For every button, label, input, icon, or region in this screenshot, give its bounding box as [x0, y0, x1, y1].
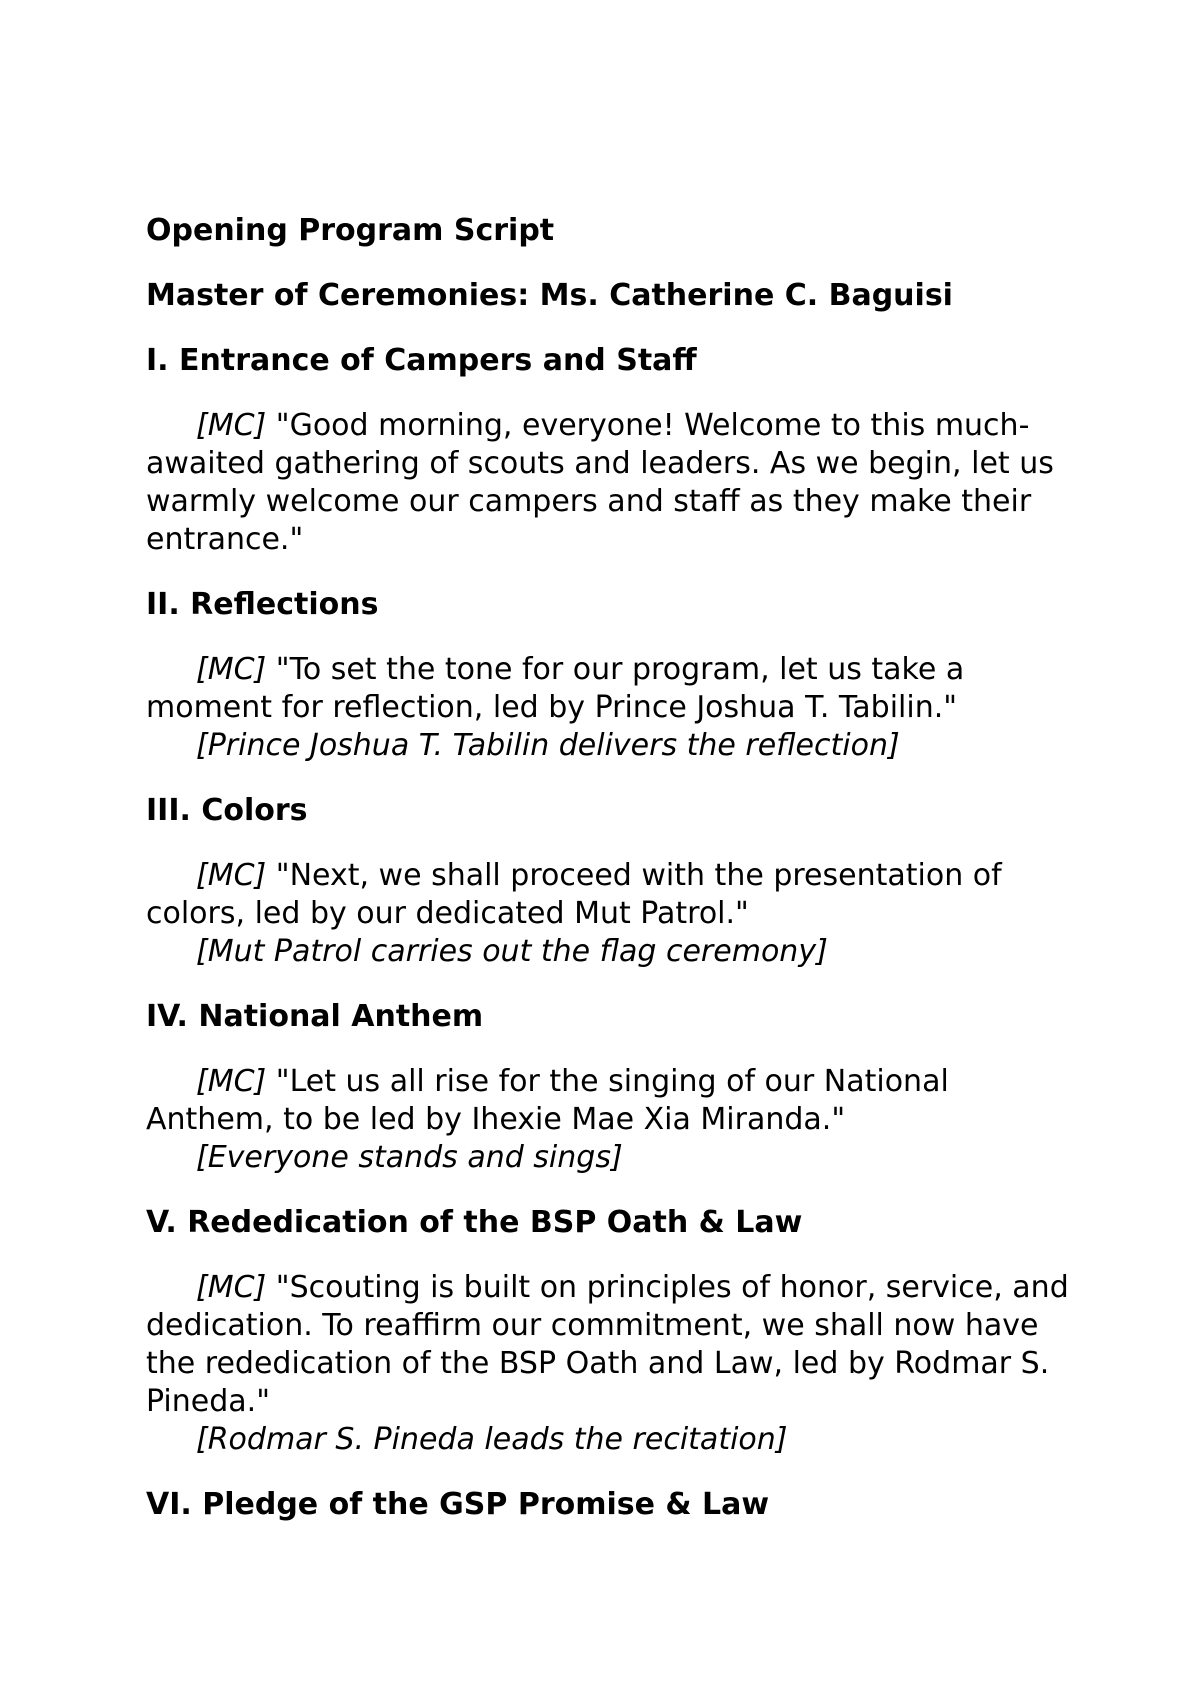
- master-of-ceremonies: Master of Ceremonies: Ms. Catherine C. Baguisi: [146, 278, 953, 313]
- mc-line: [146, 407, 1076, 559]
- mc-tag: [MC]: [196, 408, 267, 443]
- mc-line: [146, 1269, 1076, 1421]
- section-body-reflections: [146, 651, 1076, 765]
- document-title: Opening Program Script: [146, 213, 555, 248]
- section-heading-reflections: II. Reflections: [146, 587, 379, 622]
- mc-speech: "To set the tone for our program, let us take a moment for reflection, led by Prince Joshua T. Tabilin.": [146, 652, 965, 725]
- section-heading-entrance: I. Entrance of Campers and Staff: [146, 343, 697, 378]
- mc-tag: [MC]: [196, 858, 267, 893]
- mc-speech: "Good morning, everyone! Welcome to this much-awaited gathering of scouts and leaders. As we begin, let us warmly welcome our campers and staff as they make their entrance.": [146, 408, 1054, 557]
- stage-direction: [Mut Patrol carries out the flag ceremony]: [196, 934, 828, 969]
- stage-direction: [Everyone stands and sings]: [196, 1140, 623, 1175]
- section-heading-colors: III. Colors: [146, 793, 308, 828]
- stage-direction: [Rodmar S. Pineda leads the recitation]: [196, 1422, 788, 1457]
- section-body-national-anthem: [146, 1063, 1076, 1177]
- document-page: [146, 212, 1076, 1551]
- mc-tag: [MC]: [196, 1270, 267, 1305]
- stage-direction: [Prince Joshua T. Tabilin delivers the reflection]: [196, 728, 900, 763]
- section-body-entrance: [146, 407, 1076, 559]
- mc-line: [146, 651, 1076, 727]
- mc-tag: [MC]: [196, 652, 267, 687]
- section-heading-bsp-oath: V. Rededication of the BSP Oath & Law: [146, 1205, 803, 1240]
- mc-speech: "Scouting is built on principles of honor, service, and dedication. To reaffirm our commitment, we shall now have the rededication of the BSP Oath and Law, led by Rodmar S. Pineda.": [146, 1270, 1069, 1419]
- section-heading-gsp-promise: VI. Pledge of the GSP Promise & Law: [146, 1487, 770, 1522]
- section-body-bsp-oath: [146, 1269, 1076, 1459]
- mc-line: [146, 1063, 1076, 1139]
- mc-speech: "Next, we shall proceed with the presentation of colors, led by our dedicated Mut Patrol.": [146, 858, 1002, 931]
- section-body-colors: [146, 857, 1076, 971]
- mc-tag: [MC]: [196, 1064, 267, 1099]
- section-heading-national-anthem: IV. National Anthem: [146, 999, 484, 1034]
- mc-line: [146, 857, 1076, 933]
- mc-speech: "Let us all rise for the singing of our National Anthem, to be led by Ihexie Mae Xia Miranda.": [146, 1064, 949, 1137]
